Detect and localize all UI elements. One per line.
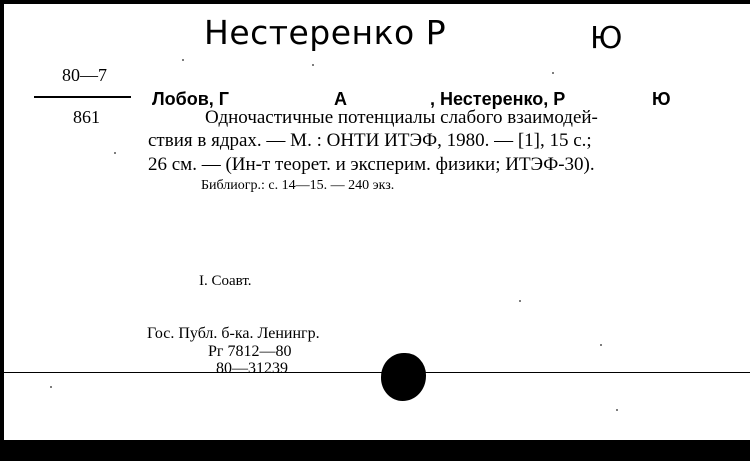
description-line-3: 26 см. — (Ин-т теорет. и эксперим. физики; ИТЭФ-30). xyxy=(148,154,595,175)
catalog-card xyxy=(4,4,750,440)
tracing: I. Соавт. xyxy=(199,273,252,289)
call-number-divider xyxy=(34,96,131,98)
bottom-rule xyxy=(4,372,750,373)
scan-border xyxy=(0,440,750,461)
call-number-bottom: 861 xyxy=(73,107,100,127)
footer-code-1: Рг 7812—80 xyxy=(208,343,292,360)
footer-library: Гос. Публ. б-ка. Ленингр. xyxy=(147,325,320,342)
speck xyxy=(312,64,314,66)
speck xyxy=(519,300,521,302)
speck xyxy=(600,344,602,346)
heading-author1-surname: Лобов, Г xyxy=(152,89,230,109)
description-line-1: Одночастичные потенциалы слабого взаимодей- xyxy=(205,107,598,128)
ink-blot xyxy=(381,353,426,401)
speck xyxy=(552,72,554,74)
footer-code-2: 80—31239 xyxy=(216,360,288,377)
speck xyxy=(114,152,116,154)
description-line-2: ствия в ядрах. — М. : ОНТИ ИТЭФ, 1980. — [1], 15 с.; xyxy=(148,130,592,151)
heading-author2-initial2: Ю xyxy=(652,89,671,109)
heading-author2: , Нестеренко, Р xyxy=(430,89,566,109)
call-number-top: 80—7 xyxy=(62,65,107,85)
handwritten-name: Нестеренко Р xyxy=(204,13,447,52)
speck xyxy=(50,386,52,388)
speck xyxy=(182,59,184,61)
heading-author1-initial2: А xyxy=(334,89,347,109)
speck xyxy=(616,409,618,411)
bibliography-note: Библиогр.: с. 14—15. — 240 экз. xyxy=(201,178,395,193)
handwritten-initial: Ю xyxy=(590,21,623,56)
